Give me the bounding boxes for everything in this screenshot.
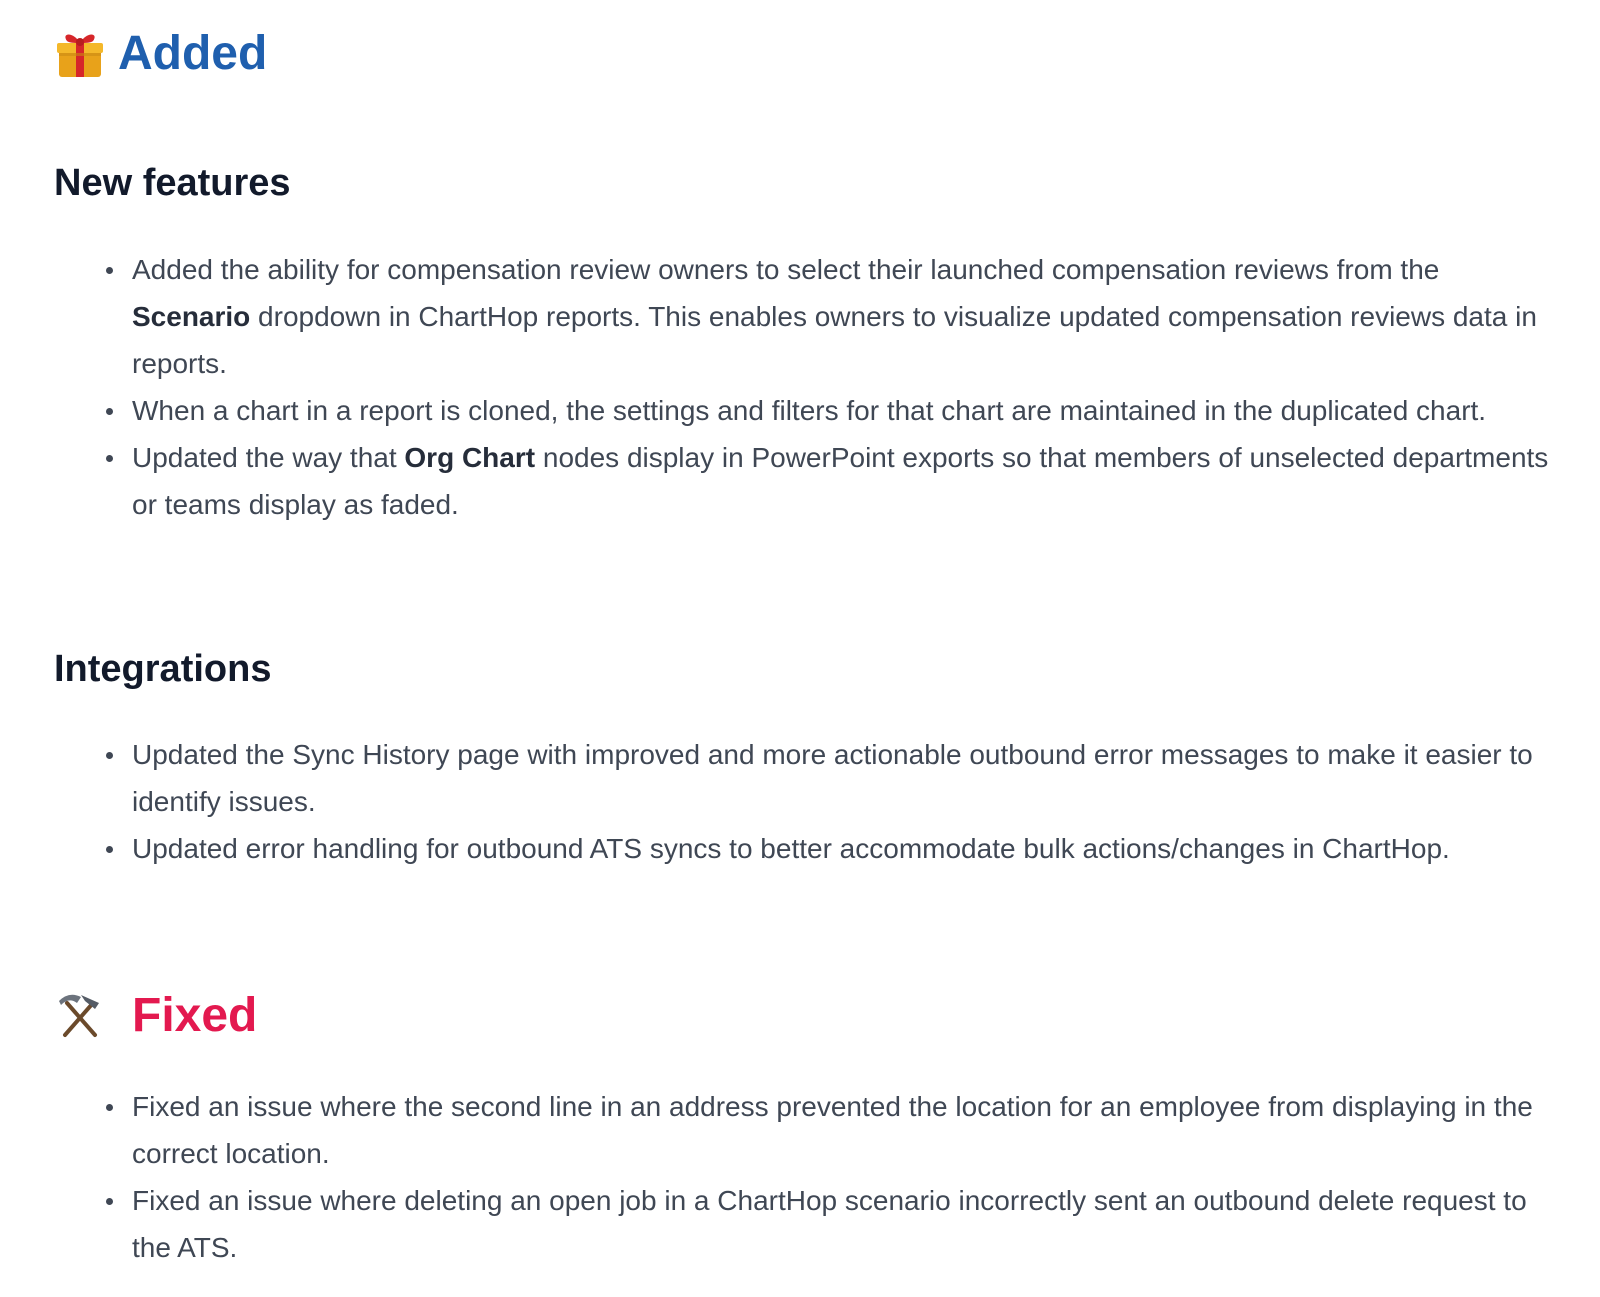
list-item: Fixed an issue where deleting an open job in a ChartHop scenario incorrectly sent an outbound delete request to the ATS. <box>0 1177 1600 1271</box>
list-item: Updated the way that Org Chart nodes display in PowerPoint exports so that members of unselected departments or teams display as faded. <box>0 434 1600 528</box>
fixed-list <box>0 1083 1600 1271</box>
integrations-list <box>0 731 1600 872</box>
new-features-list <box>0 246 1600 528</box>
list-item: Updated the Sync History page with improved and more actionable outbound error messages to make it easier to identify issues. <box>0 731 1600 825</box>
scenario-bold-text: Scenario <box>132 301 251 332</box>
integrations-heading: Integrations <box>54 648 272 690</box>
org-chart-bold-text: Org Chart <box>404 442 536 473</box>
gift-icon <box>54 28 106 80</box>
fixed-section-title <box>54 990 1600 1042</box>
added-title-text: Added <box>118 27 268 80</box>
list-item: Updated error handling for outbound ATS syncs to better accommodate bulk actions/changes in ChartHop. <box>0 825 1600 872</box>
fixed-title-text: Fixed <box>132 989 258 1042</box>
hammer-pick-icon <box>54 990 106 1042</box>
list-item: Added the ability for compensation review owners to select their launched compensation reviews from the Scenario dropdown in ChartHop reports. This enables owners to visualize updated compensation reviews data in reports. <box>0 246 1600 387</box>
new-features-heading: New features <box>54 162 291 204</box>
added-section-title <box>54 28 1600 80</box>
list-item: Fixed an issue where the second line in an address prevented the location for an employee from displaying in the correct location. <box>0 1083 1600 1177</box>
list-item: When a chart in a report is cloned, the settings and filters for that chart are maintained in the duplicated chart. <box>0 387 1600 434</box>
